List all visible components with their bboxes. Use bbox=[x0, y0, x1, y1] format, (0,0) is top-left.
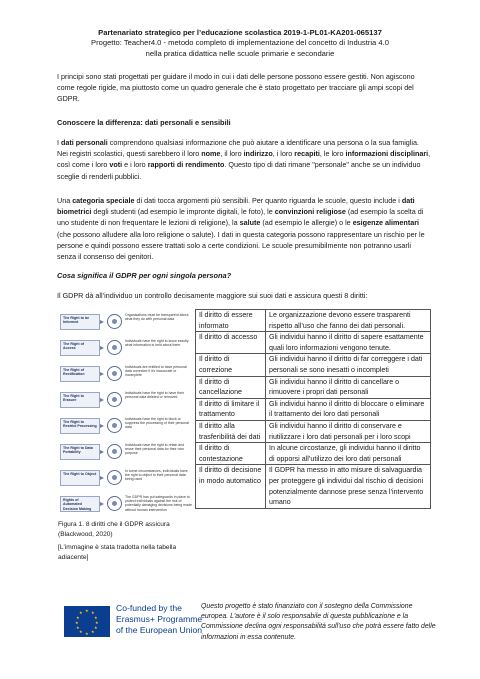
term-personal-data: dati personali bbox=[61, 138, 108, 147]
term-name: nome bbox=[201, 149, 221, 159]
figure-row-desc: Individuals have the right to have their personal data deleted or removed bbox=[125, 391, 184, 400]
rights-intro: Il GDPR dà all’individuo un controllo decisamente maggiore sui suoi dati e assicura questi 8 diritti: bbox=[57, 291, 368, 300]
star-icon: ★ bbox=[91, 629, 95, 634]
special-category-paragraph: Una categoria speciale di dati tocca argomenti più sensibili. Per quanto riguarda le scuole, questo include i dati biometrici degli studenti (ad esempio le impronte digitali, le foto), le convinzioni religiose (ad esempio la scelta di uno studente di non frequentare le lezioni di religione), la salute (ad esempio le allergie) o le esigenze alimentari (che possono alludere alla loro religione o salute). I dati in questa categoria possono rappresentare un rischio per le persone e quindi possono essere trattati solo a certe condizioni. Le scuole presumibilmente non potranno usarli senza il consenso dei genitori. bbox=[57, 196, 425, 262]
table-cell-right: Il diritto di limitare il trattamento bbox=[196, 398, 266, 420]
section-heading-personal-sensitive: Conoscere la differenza: dati personali e sensibili bbox=[57, 118, 231, 127]
figure-row-desc: Organisations must be transparent about what they do with personal data bbox=[125, 313, 189, 322]
arrow-icon bbox=[100, 346, 104, 350]
trash-icon bbox=[107, 392, 122, 407]
figure-row-desc: The GDPR has put safeguards in place to protect individuals against the risk of potentially damaging decisions being made without human intervention bbox=[125, 495, 192, 512]
figure-row-desc: Individuals are entitled to have personal data corrected if it's inaccurate or incomplete bbox=[125, 365, 187, 378]
arrow-icon bbox=[100, 398, 104, 402]
table-row bbox=[196, 354, 431, 376]
term-special-category: categoria speciale bbox=[72, 196, 135, 205]
star-icon: ★ bbox=[79, 610, 83, 615]
arrow-icon bbox=[100, 502, 104, 506]
figure-row-label: Rights of Automated Decision Making bbox=[60, 496, 100, 512]
table-cell-desc: Gli individui hanno il diritto di cancellare o rimuovere i propri dati personali bbox=[266, 376, 431, 398]
star-icon: ★ bbox=[94, 625, 98, 630]
term-address: indirizzo bbox=[243, 149, 273, 159]
table-cell-desc: Gli individui hanno il diritto di conservare e riutilizzare i loro dati personali per i loro scopi bbox=[266, 420, 431, 442]
figure-row-label: The Right of Rectification bbox=[60, 366, 100, 382]
header-partnership: Partenariato strategico per l’educazione scolastica 2019-1-PL01-KA201-065137 bbox=[98, 28, 382, 37]
table-cell-right: Il diritto di correzione bbox=[196, 354, 266, 376]
table-cell-right: Il diritto di decisione in modo automatico bbox=[196, 465, 266, 508]
transfer-icon bbox=[107, 444, 122, 459]
hand-stop-icon bbox=[107, 470, 122, 485]
figure-row-label: The Right to Object bbox=[60, 470, 100, 486]
figure-row bbox=[58, 415, 193, 437]
figure-row bbox=[58, 389, 193, 411]
eu-flag-icon bbox=[64, 606, 110, 637]
figure-caption: Figura 1. 8 diritti che il GDPR assicura (Blackwood, 2020) bbox=[58, 521, 170, 538]
figure-row-label: The Right of Access bbox=[60, 340, 100, 356]
figure-row bbox=[58, 311, 193, 333]
figure-row bbox=[58, 363, 193, 385]
table-cell-right: Il diritto di cancellazione bbox=[196, 376, 266, 398]
star-icon: ★ bbox=[76, 625, 80, 630]
term-religious-beliefs: convinzioni religiose bbox=[274, 207, 346, 217]
star-icon: ★ bbox=[85, 608, 89, 613]
eu-funding-label: Co-funded by the Erasmus+ Programme of the European Union bbox=[116, 603, 203, 636]
term-disciplinary-info: informazioni disciplinari bbox=[345, 149, 429, 159]
table-cell-desc: Gli individui hanno il diritto di bloccare o eliminare il trattamento dei loro dati personali bbox=[266, 398, 431, 420]
info-icon bbox=[107, 314, 122, 329]
table-row bbox=[196, 465, 431, 508]
table-cell-desc: Gli individui hanno il diritto di sapere esattamente quali loro informazioni vengono tenute. bbox=[266, 332, 431, 354]
table-row bbox=[196, 398, 431, 420]
access-icon bbox=[107, 340, 122, 355]
star-icon: ★ bbox=[94, 615, 98, 620]
figure-row-desc: Individuals have the right to know exactly what information is held about them bbox=[125, 339, 189, 348]
figure-row bbox=[58, 467, 193, 489]
star-icon: ★ bbox=[76, 615, 80, 620]
figure-row-label: The Right to Data Portability bbox=[60, 444, 100, 460]
term-contacts: recapiti bbox=[294, 149, 320, 159]
table-row bbox=[196, 443, 431, 465]
star-icon: ★ bbox=[91, 610, 95, 615]
rights-table bbox=[195, 309, 431, 509]
table-cell-right: Il diritto alla trasferibilità dei dati bbox=[196, 420, 266, 442]
edit-icon bbox=[107, 366, 122, 381]
star-icon: ★ bbox=[95, 620, 99, 625]
figure-row bbox=[58, 337, 193, 359]
term-biometric-data: dati biometrici bbox=[57, 196, 415, 217]
figure-row-label: The Right to Restrict Processing bbox=[60, 418, 100, 434]
section-heading-gdpr-meaning: Cosa significa il GDPR per ogni singola persona? bbox=[57, 271, 232, 280]
figure-row-desc: Individuals have the right to retain and reuse their personal data for their own purpose bbox=[125, 443, 185, 456]
block-icon bbox=[107, 418, 122, 433]
table-cell-right: Il diritto di contestazione bbox=[196, 443, 266, 465]
term-dietary-needs: esigenze alimentari bbox=[352, 218, 419, 228]
star-icon: ★ bbox=[75, 620, 79, 625]
figure-row-desc: Individuals have the right to block or suppress the processing of their personal data bbox=[125, 417, 190, 430]
table-cell-right: Il diritto di essere informato bbox=[196, 310, 266, 332]
table-cell-desc: Le organizzazione devono essere trasparenti rispetto all’uso che fanno dei dati personali. bbox=[266, 310, 431, 332]
table-cell-desc: Gli individui hanno il diritto di far correggere i dati personali se sono inesatti o incompleti bbox=[266, 354, 431, 376]
figure-translation-note: [L'immagine è stata tradotta nella tabella adiacente] bbox=[58, 544, 177, 561]
term-grades: voti bbox=[109, 160, 123, 170]
page-header bbox=[40, 28, 440, 59]
arrow-icon bbox=[100, 320, 104, 324]
gdpr-rights-figure bbox=[58, 309, 193, 519]
table-row bbox=[196, 332, 431, 354]
figure-row bbox=[58, 493, 193, 515]
arrow-icon bbox=[100, 372, 104, 376]
figure-row bbox=[58, 441, 193, 463]
robot-icon bbox=[107, 496, 122, 511]
star-icon: ★ bbox=[79, 629, 83, 634]
table-cell-desc: In alcune circostanze, gli individui hanno il diritto di opporsi all’utilizzo dei loro dati personali bbox=[266, 443, 431, 465]
table-row bbox=[196, 376, 431, 398]
personal-data-paragraph: I dati personali comprendono qualsiasi informazione che può aiutare a identificare una persona o la sua famiglia. Nei registri scolastici, questi sarebbero il loro nome, il loro indirizzo, i loro recapiti, le loro informazioni disciplinari, così come i loro voti e i loro rapporti di rendimento. Questo tipo di dati rimane "personale" anche se un individuo sceglie di renderli pubblici. bbox=[57, 138, 431, 181]
term-performance-reports: rapporti di rendimento bbox=[147, 160, 225, 170]
table-cell-desc: Il GDPR ha messo in atto misure di salvaguardia per proteggere gli individui dal rischio di decisioni potenzialmente dannose prese senza l’intervento umano bbox=[266, 465, 431, 508]
eu-disclaimer: Questo progetto è stato finanziato con il sostegno della Commissione europea. L'autore è il solo responsabile di questa pubblicazione e la Commissione declina ogni responsabilità sull'uso che potrà essere fatto delle informazioni in essa contenute. bbox=[201, 603, 436, 641]
table-row bbox=[196, 420, 431, 442]
table-row bbox=[196, 310, 431, 332]
header-project-continued: nella pratica didattica nelle scuole primarie e secondarie bbox=[145, 48, 335, 58]
header-project: Progetto: Teacher4.0 - metodo completo di implementazione del concetto di Industria 4.0 bbox=[91, 38, 389, 48]
arrow-icon bbox=[100, 476, 104, 480]
arrow-icon bbox=[100, 450, 104, 454]
term-health: salute bbox=[239, 218, 261, 228]
star-icon: ★ bbox=[85, 631, 89, 636]
figure-row-desc: In some circumstances, individuals have the right to object to their personal data being used bbox=[125, 469, 188, 482]
table-cell-right: Il diritto di accesso bbox=[196, 332, 266, 354]
figure-row-label: The Right to Erasure bbox=[60, 392, 100, 408]
intro-paragraph: I principi sono stati progettati per guidare il modo in cui i dati delle persone possono essere gestiti. Non agiscono come regole rigide, ma piuttosto come un quadro generale che è stato progettato per tracciare gli ampi scopi del GDPR. bbox=[57, 72, 415, 104]
arrow-icon bbox=[100, 424, 104, 428]
figure-row-label: The Right to be Informed bbox=[60, 314, 100, 330]
